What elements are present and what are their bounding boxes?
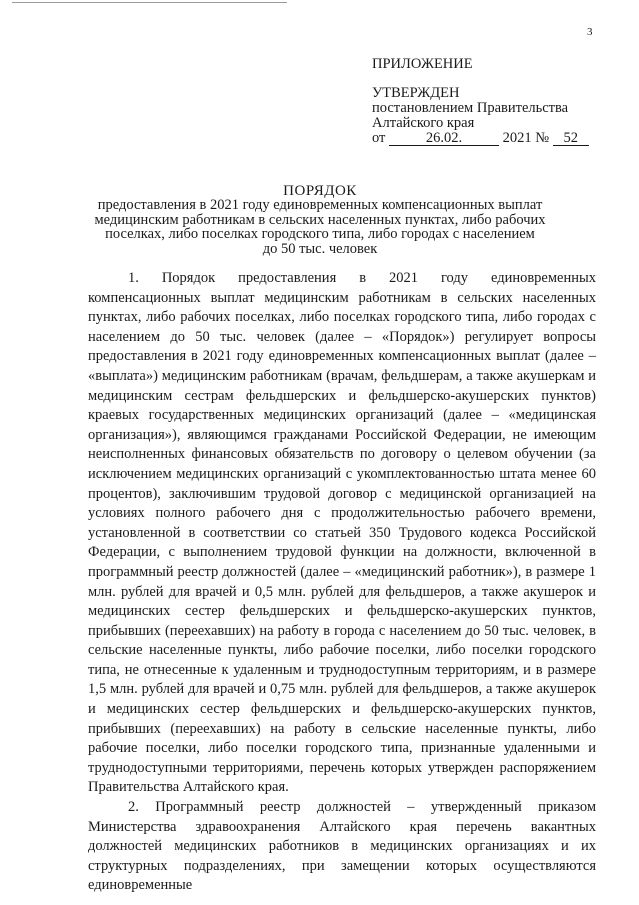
subtitle-line: предоставления в 2021 году единовременных компенсационных выплат bbox=[97, 197, 543, 213]
approval-date-line bbox=[372, 131, 589, 146]
paragraph-2: 2. Программный реестр должностей – утвержденный приказом Министерства здравоохранения Алтайского края перечень вакантных должностей медицинских работников в медицинских организациях и их структурных подразделениях, при замещении которых осуществляются единовременные bbox=[88, 799, 596, 894]
approved-by-line2: Алтайского края bbox=[372, 115, 475, 131]
number-field bbox=[553, 131, 589, 146]
handwritten-number: 52 bbox=[563, 130, 578, 146]
subtitle-line: медицинским работникам в сельских населенных пунктах, либо рабочих bbox=[94, 211, 546, 228]
year-number-label: 2021 № bbox=[502, 130, 550, 146]
approval-block bbox=[372, 57, 589, 146]
document-body bbox=[88, 269, 596, 896]
handwritten-date: 26.02. bbox=[425, 130, 463, 146]
scan-artifact-line bbox=[12, 2, 287, 3]
date-field bbox=[389, 131, 499, 146]
approved-label: УТВЕРЖДЕН bbox=[372, 85, 460, 101]
document-title: ПОРЯДОК bbox=[283, 183, 357, 199]
page-number: 3 bbox=[587, 26, 593, 38]
approved-by-line1: постановлением Правительства bbox=[372, 100, 569, 116]
appendix-label: ПРИЛОЖЕНИЕ bbox=[372, 56, 473, 72]
document-subtitle bbox=[90, 198, 550, 256]
subtitle-line: поселках, либо поселках городского типа, либо городах с населением bbox=[105, 226, 535, 242]
subtitle-line: до 50 тыс. человек bbox=[262, 240, 378, 257]
from-label: от bbox=[372, 130, 386, 146]
paragraph-1: 1. Порядок предоставления в 2021 году единовременных компенсационных выплат медицинским работникам в сельских населенных пунктах, либо рабочих поселках, либо поселках городского типа, либо городах с населением до 50 тыс. человек (далее – «Порядок») регулирует вопросы предоставления в 2021 году единовременных компенсационных выплат (далее – «выплата») медицинским работникам (врачам, фельдшерам, а также акушеркам и медицинским сестрам фельдшерских и фельдшерско-акушерских пунктов) краевых государственных медицинских организаций (далее – «медицинская организация»), являющимся гражданами Российской Федерации, не имеющим неисполненных финансовых обязательств по договору о целевом обучении (за исключением медицинских организаций с укомплектованностью штата менее 60 процентов), заключившим трудовой договор с медицинской организацией на условиях полного рабочего дня с продолжительностью рабочего времени, установленной в соответствии со статьей 350 Трудового кодекса Российской Федерации, с выполнением трудовой функции на должности, включенной в программный реестр должностей (далее – «медицинский работник»), в размере 1 млн. рублей для врачей и 0,5 млн. рублей для фельдшеров, а также акушерок и медицинских сестер фельдшерских и фельдшерско-акушерских пунктов, прибывших (переехавших) на работу в города с населением до 50 тыс. человек, в сельские населенные пункты, либо рабочие поселки, либо поселки городского типа, не отнесенные к удаленным и труднодоступным территориям, и в размере 1,5 млн. рублей для врачей и 0,75 млн. рублей для фельдшеров, а также акушерок и медицинских сестер фельдшерских и фельдшерско-акушерских пунктов, прибывших (переехавших) на работу в сельские населенные пункты, либо рабочие поселки, либо поселки городского типа, признанные удаленными и труднодоступными территориями, перечень которых утвержден распоряжением Правительства Алтайского края. bbox=[88, 270, 596, 796]
